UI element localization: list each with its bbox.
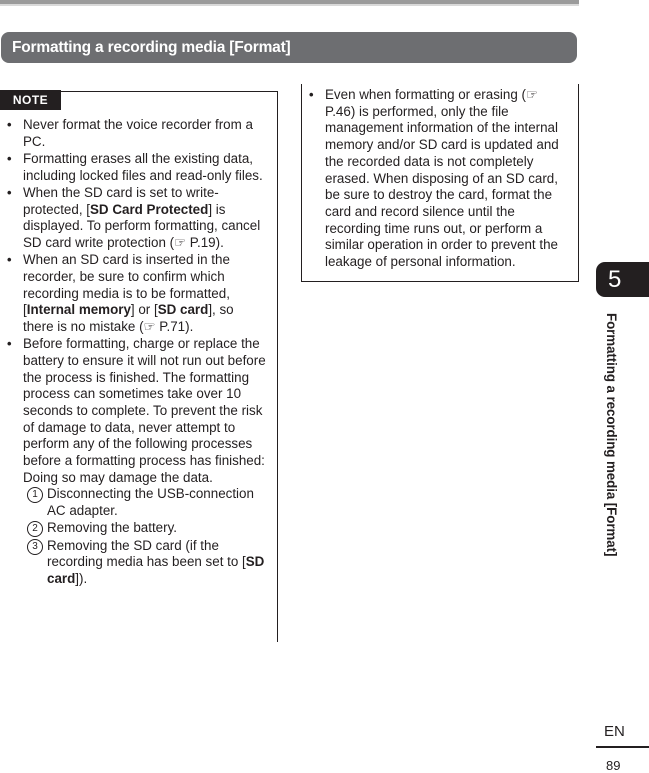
bullet-text: ] is displayed. To perform formatting, cancel SD card write protection (☞ P.19). (23, 201, 261, 250)
bullet-text: Formatting erases all the existing data, including locked files and read-only files. (23, 150, 263, 183)
note-bullet (0, 336, 267, 588)
note-right-right-border (578, 84, 579, 281)
note-bullet (0, 185, 267, 252)
language-label: EN (604, 723, 625, 740)
vertical-section-title: Formatting a recording media [Format] (604, 313, 619, 557)
bold-term: SD card (157, 302, 209, 318)
sub-item-text: Disconnecting the USB-connection AC adapter. (47, 486, 254, 519)
bullet-text: ] or [ (130, 302, 158, 318)
note-left-right-border (277, 91, 278, 642)
bullet-text: When the SD card is set to write-protected, [ (23, 184, 219, 217)
sub-item (23, 520, 267, 537)
sub-item (23, 486, 267, 519)
note-right-column (302, 87, 568, 271)
section-title-banner: Formatting a recording media [Format] (1, 32, 577, 63)
vertical-title-container (601, 313, 621, 557)
bullet-dot: • (7, 252, 12, 268)
chapter-number-tab: 5 (596, 262, 649, 297)
note-bullet (0, 151, 267, 184)
bullet-dot: • (7, 184, 12, 200)
sub-item (23, 538, 267, 588)
bold-term: Internal memory (26, 302, 131, 318)
bullet-text: Before formatting, charge or replace the battery to ensure it will not run out before the process is finished. The formatting process can sometimes take over 10 seconds to complete. To prevent the risk of damage to data, never attempt to perform any of the following processes before a formatting process has finished: Doing so may damage the data. (23, 336, 266, 485)
note-bullet (302, 87, 568, 271)
note-bullet (0, 252, 267, 336)
footer-rule (596, 746, 649, 748)
top-rule-shadow (0, 4, 579, 6)
bullet-dot: • (309, 87, 314, 102)
bullet-dot: • (7, 117, 12, 132)
note-left-column (0, 117, 267, 588)
sub-item-text: Removing the battery. (47, 520, 178, 536)
bullet-text: ], so there is no mistake (☞ P.71). (23, 302, 234, 334)
bullet-text: Never format the voice recorder from a PC. (23, 117, 253, 149)
bullet-dot: • (7, 150, 12, 166)
note-bullet (0, 117, 267, 150)
sub-item-text: ]). (75, 570, 88, 586)
note-left-top-border (61, 91, 278, 92)
sub-item-text: Removing the SD card (if the recording media has been set to [ (47, 537, 246, 570)
circled-number: 1 (27, 487, 43, 503)
bold-term: SD card (47, 554, 265, 586)
bullet-text: Even when formatting or erasing (☞ P.46) is performed, only the file management information of the internal memory and/or SD card is updated and the recorded data is not completely erased. When disposing of an SD card, be sure to destroy the card, format the card and record silence until the recording time runs out, or perform a similar operation in order to prevent the leakage of personal information. (325, 87, 559, 270)
circled-number: 2 (27, 521, 43, 537)
note-right-bottom-border (301, 281, 579, 282)
bullet-dot: • (7, 336, 12, 352)
note-tag: NOTE (0, 90, 61, 110)
bullet-text: When an SD card is inserted in the recorder, be sure to confirm which recording media is to be formatted, [ (23, 252, 230, 318)
page-number: 89 (606, 758, 621, 773)
bold-term: SD Card Protected (90, 201, 209, 217)
circled-number: 3 (27, 539, 43, 555)
